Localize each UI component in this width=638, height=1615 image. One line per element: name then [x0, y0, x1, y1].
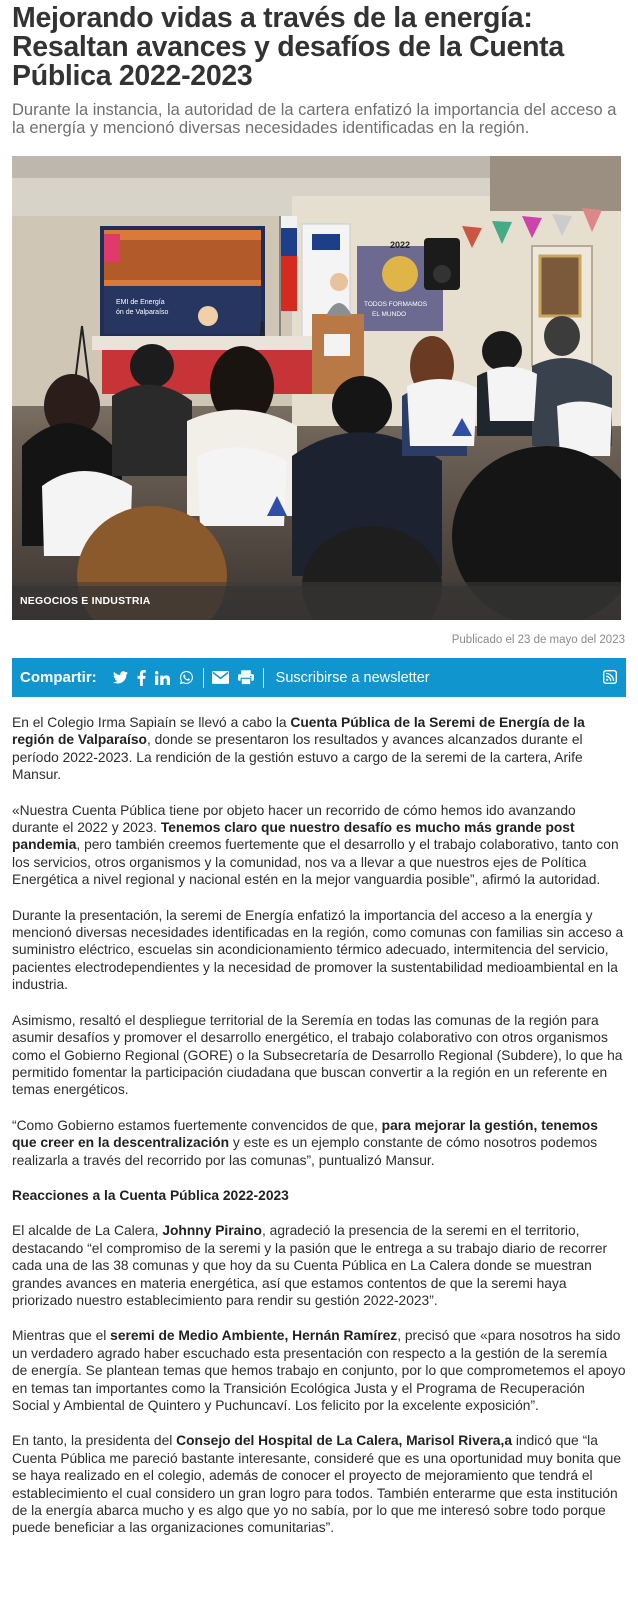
facebook-icon[interactable] [137, 668, 146, 688]
paragraph: Durante la presentación, la seremi de Energía enfatizó la importancia del acceso a la energía y mencionó diversas necesidades identificadas en la región, como comunas con familias sin acceso a suministro eléctrico, escuelas sin acondicionamiento térmico adecuado, intermitencia del servicio, pacientes electrodependientes y la necesidad de promover la sustentabilidad medioambiental en la industria. [12, 907, 624, 993]
print-icon[interactable] [238, 668, 254, 688]
paragraph [12, 1222, 626, 1309]
text-run: indicó que “la Cuenta Pública me pareció bastante interesante, consideré que es una oportunidad muy bonita que se haya realizado en el colegio, además de conocer el proyecto de mejoramiento que tendrá el establecimiento el cual considero un gran logro para todos. También enterarme que esta institución de la energía abarca mucho y es algo que yo no sabía, por lo que me interesó sobre todo porque puede beneficiar a las organizaciones comunitarias”. [12, 1433, 622, 1536]
text-run: En tanto, la presidenta del [12, 1433, 177, 1449]
share-divider [203, 668, 204, 688]
banner-text: EL MUNDO [372, 311, 407, 318]
newsletter-link[interactable]: Suscribirse a newsletter [275, 669, 430, 686]
bold-text: seremi de Medio Ambiente, Hernán Ramírez [110, 1328, 398, 1344]
banner-text: TODOS FORMAMOS [364, 301, 428, 308]
share-divider [263, 668, 264, 688]
bold-text: Johnny Piraino [162, 1223, 262, 1239]
article-title: Mejorando vidas a través de la energía: Resaltan avances y desafíos de la Cuenta Pública 2022-2023 [12, 2, 564, 92]
text-run: , donde se presentaron los resultados y avances alcanzados durante el período 2022-2023. La rendición de la gestión estuvo a cargo de la seremi de la cartera, Arife Mansur. [12, 732, 583, 783]
text-run: , pero también creemos fuertemente que el desarrollo y el trabajo colaborativo, tanto con los servicios, otros organismos y la comunidad, nos va a llevar a que nuestros ejes de Política Energética a nivel regional y nacional estén en la mejor vanguardia posible”, afirmó la autoridad. [12, 837, 619, 888]
email-icon[interactable] [212, 668, 229, 688]
paragraph: Asimismo, resaltó el despliegue territorial de la Seremía en todas las comunas de la región para asumir desafíos y promover el desarrollo energético, el trabajo colaborativo con otros organismos como el Gobierno Regional (GORE) o la Subsecretaría de Desarrollo Regional (Subdere), lo que ha permitido fomentar la participación ciudadana que buscan convertir a la región en un referente en temas energéticos. [12, 1012, 623, 1098]
linkedin-icon[interactable] [155, 668, 170, 688]
banner-year: 2022 [390, 240, 411, 250]
bold-text: para mejorar la gestión, tenemos que creer en la descentralización [12, 1117, 598, 1151]
share-label: Compartir: [20, 669, 97, 686]
bold-text: Consejo del Hospital de La Calera, Marisol Rivera,a [176, 1433, 512, 1449]
hero-image [12, 156, 621, 620]
paragraph [12, 802, 626, 889]
text-run: y este es un ejemplo constante de cómo nosotros podemos realizarla a través del recorrido por las comunas”, puntualizó Mansur. [12, 1135, 598, 1168]
text-run: «Nuestra Cuenta Pública tiene por objeto hacer un recorrido de cómo hemos ido avanzando durante el 2022 y 2023. [12, 802, 576, 836]
text-run: , agradeció la presencia de la seremi en el territorio, destacando “el compromiso de la seremi y la pasión que le entrega a su trabajo diario de recorrer cada una de las 38 comunas y que hoy da su Cuenta Pública en La Calera donde se muestran grandes avances en materia energética, así que estamos contentos de que la seremi haya priorizado nuestro establecimiento para rendir su gestión 2022-2023”. [12, 1223, 608, 1308]
bold-text: Tenemos claro que nuestro desafío es mucho más grande post pandemia [12, 820, 575, 853]
bold-text: Cuenta Pública de la Seremi de Energía de la región de Valparaíso [12, 715, 585, 748]
text-run: “Como Gobierno estamos fuertemente convencidos de que, [12, 1117, 382, 1133]
publish-date: Publicado el 23 de mayo del 2023 [451, 634, 625, 646]
text-run: , precisó que «para nosotros ha sido un verdadero agrado haber escuchado esta presentación con respecto a la gestión de la seremía de energía. Se plantean temas que hemos trabajo en conjunto, por lo que comprometemos el apoyo en temas tan importantes como la Transición Ecológica Justa y el Programa de Recuperación Social y Ambiental de Quintero y Puchuncaví. Los felicito por la excelente exposición”. [12, 1328, 626, 1413]
text-run: Mientras que el [12, 1328, 111, 1344]
section-heading [12, 1187, 626, 1204]
paragraph [12, 714, 626, 784]
text-run: En el Colegio Irma Sapiaín se llevó a cabo la [12, 715, 291, 730]
paragraph [12, 1432, 626, 1536]
share-bar [12, 658, 626, 697]
paragraph [12, 1117, 626, 1169]
event-photo [12, 156, 621, 620]
category-label[interactable]: NEGOCIOS E INDUSTRIA [20, 595, 151, 607]
heading-text: Reacciones a la Cuenta Pública 2022-2023 [12, 1187, 289, 1203]
whatsapp-icon[interactable] [179, 668, 194, 688]
rss-icon[interactable] [603, 670, 617, 689]
paragraph [12, 1327, 626, 1414]
article-subtitle: Durante la instancia, la autoridad de la cartera enfatizó la importancia del acceso a la energía y mencionó diversas necesidades identificadas en la región. [12, 101, 617, 137]
article-body [12, 714, 626, 1537]
screen-text: EMI de Energía [116, 299, 165, 306]
screen-text: ón de Valparaíso [116, 309, 169, 316]
text-run: El alcalde de La Calera, [12, 1223, 163, 1239]
twitter-icon[interactable] [113, 668, 128, 688]
